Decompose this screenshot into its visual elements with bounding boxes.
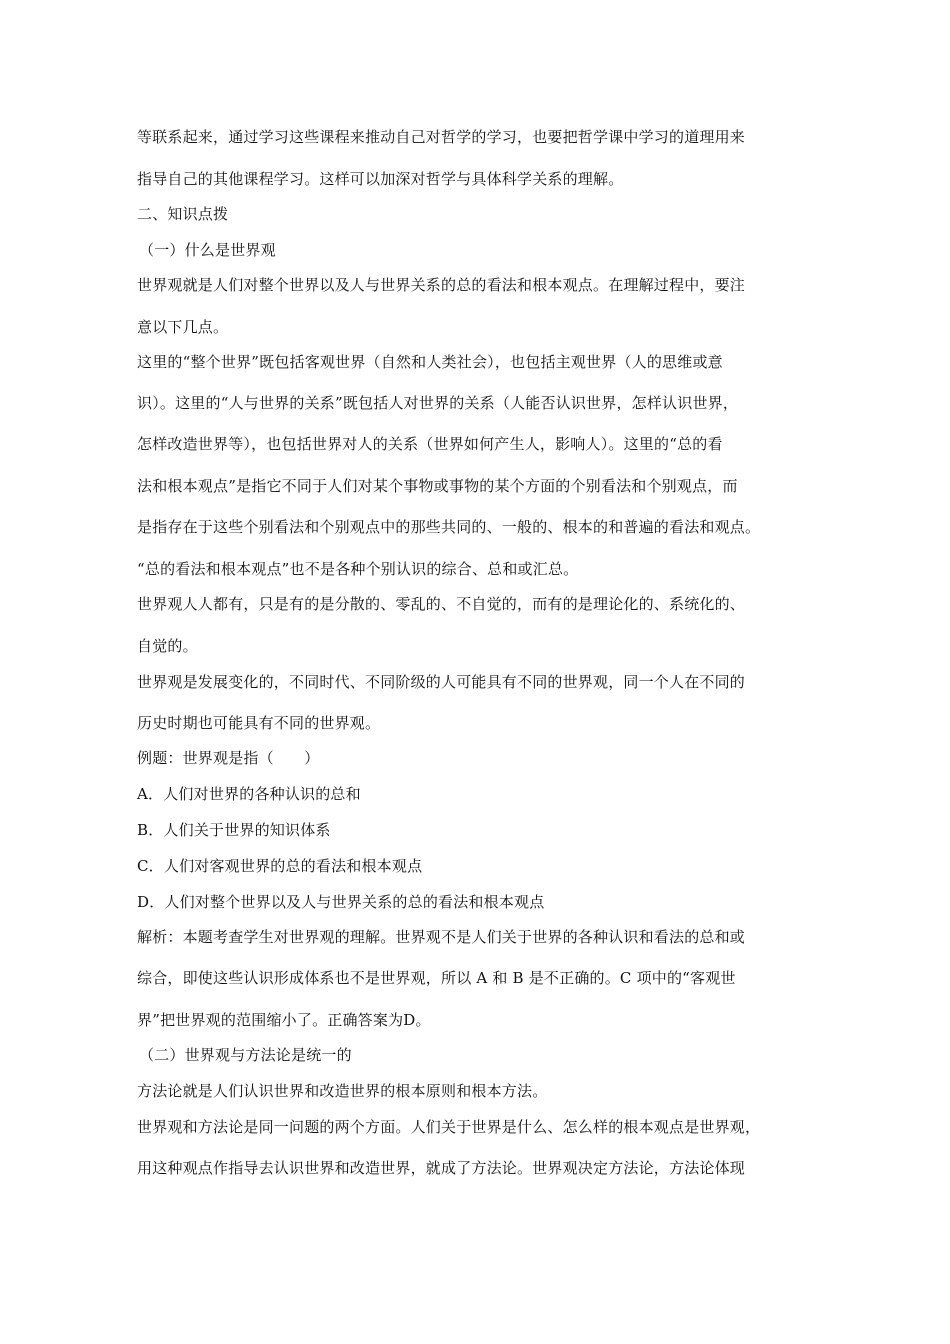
text-line: 世界观是发展变化的，不同时代、不同阶级的人可能具有不同的世界观，同一个人在不同的 xyxy=(137,673,746,691)
example-question: 例题：世界观是指（ ） xyxy=(137,749,320,767)
text-line: 识）。这里的“人与世界的关系”既包括人对世界的关系（人能否认识世界，怎样认识世界， xyxy=(137,394,739,412)
text-line: 这里的“整个世界”既包括客观世界（自然和人类社会），也包括主观世界（人的思维或意 xyxy=(137,353,723,371)
text-line: 是指存在于这些个别看法和个别观点中的那些共同的、一般的、根本的和普遍的看法和观点。 xyxy=(137,518,761,536)
text-line: 自觉的。 xyxy=(137,637,198,655)
text-line: 指导自己的其他课程学习。这样可以加深对哲学与具体科学关系的理解。 xyxy=(137,170,624,188)
text-line: 世界观和方法论是同一问题的两个方面。人们关于世界是什么、怎么样的根本观点是世界观， xyxy=(137,1118,761,1136)
text-line: 世界观人人都有，只是有的是分散的、零乱的、不自觉的，而有的是理论化的、系统化的、 xyxy=(137,595,746,613)
section-heading: 二、知识点拨 xyxy=(137,205,229,223)
text-line: 等联系起来，通过学习这些课程来推动自己对哲学的学习，也要把哲学课中学习的道理用来 xyxy=(137,128,746,146)
subsection-heading: （一）什么是世界观 xyxy=(139,241,276,259)
text-line: 用这种观点作指导去认识世界和改造世界，就成了方法论。世界观决定方法论，方法论体现 xyxy=(137,1159,746,1177)
option-b: B．人们关于世界的知识体系 xyxy=(137,821,331,839)
text-line: 意以下几点。 xyxy=(137,318,229,336)
subsection-heading: （二）世界观与方法论是统一的 xyxy=(139,1046,352,1064)
text-line: 法和根本观点”是指它不同于人们对某个事物或事物的某个方面的个别看法和个别观点，而 xyxy=(137,477,738,495)
option-a: A．人们对世界的各种认识的总和 xyxy=(137,785,361,803)
text-line: 历史时期也可能具有不同的世界观。 xyxy=(137,714,381,732)
text-line: 怎样改造世界等），也包括世界对人的关系（世界如何产生人，影响人）。这里的“总的看 xyxy=(137,435,723,453)
text-line: 世界观就是人们对整个世界以及人与世界关系的总的看法和根本观点。在理解过程中，要注 xyxy=(137,276,746,294)
option-c: C．人们对客观世界的总的看法和根本观点 xyxy=(137,857,423,875)
analysis-line: 界”把世界观的范围缩小了。正确答案为D。 xyxy=(137,1011,431,1029)
text-line: “总的看法和根本观点”也不是各种个别认识的综合、总和或汇总。 xyxy=(137,560,579,578)
text-line: 方法论就是人们认识世界和改造世界的根本原则和根本方法。 xyxy=(137,1082,548,1100)
analysis-line: 综合，即使这些认识形成体系也不是世界观，所以 A 和 B 是不正确的。C 项中的“客观世 xyxy=(137,969,736,987)
option-d: D．人们对整个世界以及人与世界关系的总的看法和根本观点 xyxy=(137,893,545,911)
analysis-line: 解析：本题考查学生对世界观的理解。世界观不是人们关于世界的各种认识和看法的总和或 xyxy=(137,928,746,946)
